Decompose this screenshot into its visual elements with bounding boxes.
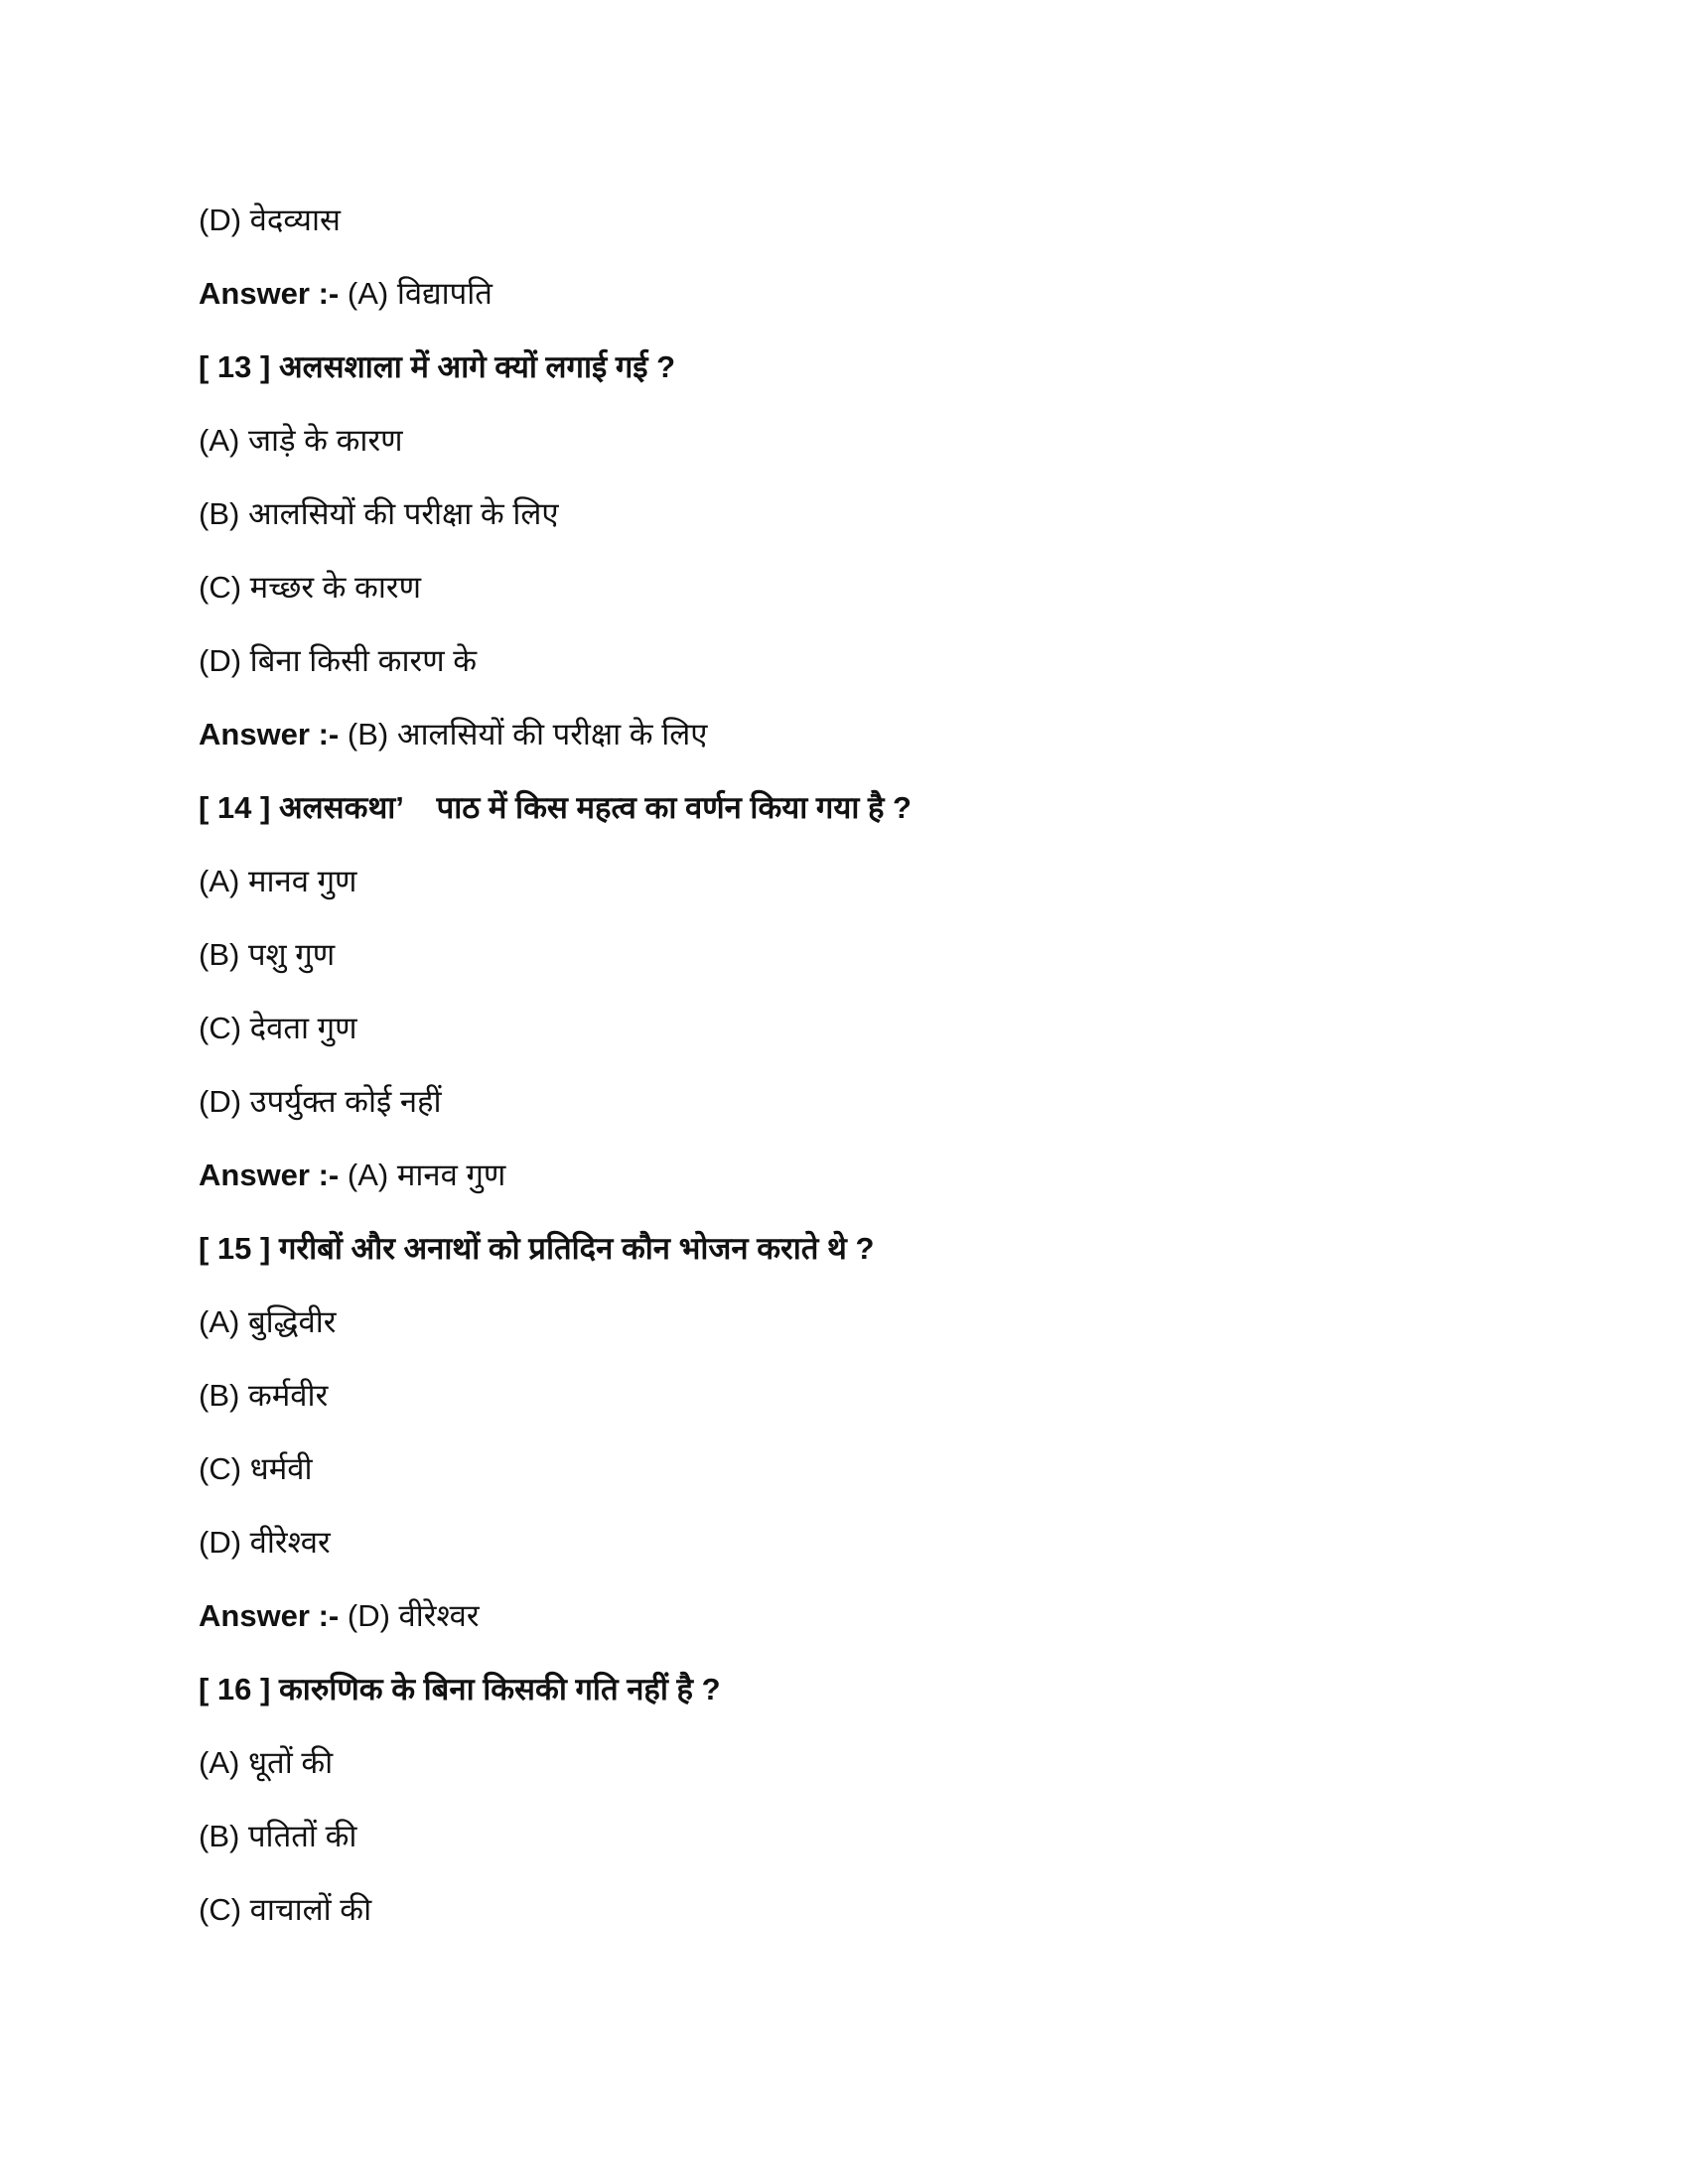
answer-label: Answer :-: [199, 276, 340, 311]
answer-label: Answer :-: [199, 1598, 340, 1633]
option-line: [199, 923, 1489, 997]
question-text: कारुणिक के बिना किसकी गति नहीं है ?: [278, 1672, 721, 1706]
question-number: [ 14 ]: [199, 790, 271, 825]
option-text: वाचालों की: [249, 1892, 372, 1927]
option-letter: (A): [199, 864, 240, 898]
answer-line: [199, 703, 1489, 776]
option-text: धर्मवी: [249, 1451, 313, 1486]
option-text: धूतों की: [247, 1745, 334, 1780]
option-text: पशु गुण: [247, 937, 336, 972]
option-text: उपर्युक्त कोई नहीं: [249, 1084, 442, 1119]
option-text: बिना किसी कारण के: [249, 643, 478, 678]
option-line: [199, 556, 1489, 629]
answer-label: Answer :-: [199, 717, 340, 751]
question-14: [199, 776, 1489, 850]
option-text: बुद्धिवीर: [247, 1304, 337, 1339]
answer-label: Answer :-: [199, 1158, 340, 1192]
option-line: [199, 997, 1489, 1070]
question-number: [ 15 ]: [199, 1231, 271, 1266]
option-letter: (A): [199, 423, 240, 458]
option-letter: (D): [199, 643, 242, 678]
option-line: [199, 1291, 1489, 1364]
answer-letter: (B): [347, 717, 389, 751]
option-text: देवता गुण: [249, 1011, 357, 1045]
option-letter: (B): [199, 937, 240, 972]
option-text: जाड़े के कारण: [247, 423, 403, 458]
option-letter: (B): [199, 496, 240, 531]
answer-text: वीरेश्वर: [398, 1598, 480, 1633]
option-letter: (A): [199, 1304, 240, 1339]
option-text: मच्छर के कारण: [249, 570, 421, 605]
answer-line: [199, 1144, 1489, 1217]
option-line: [199, 189, 1489, 262]
option-line: [199, 1364, 1489, 1437]
question-text: अलसकथा’ पाठ में किस महत्व का वर्णन किया गया है ?: [278, 790, 912, 825]
answer-letter: (A): [347, 1158, 389, 1192]
option-text: आलसियों की परीक्षा के लिए: [247, 496, 559, 531]
option-line: [199, 850, 1489, 923]
question-text: गरीबों और अनाथों को प्रतिदिन कौन भोजन कराते थे ?: [278, 1231, 875, 1266]
answer-letter: (D): [347, 1598, 390, 1633]
answer-text: आलसियों की परीक्षा के लिए: [396, 717, 708, 751]
option-letter: (B): [199, 1378, 240, 1413]
question-15: [199, 1217, 1489, 1291]
option-line: [199, 1805, 1489, 1878]
option-letter: (D): [199, 1084, 242, 1119]
answer-line: [199, 262, 1489, 336]
question-number: [ 13 ]: [199, 349, 271, 384]
quiz-content: [199, 189, 1489, 1952]
option-line: [199, 409, 1489, 482]
option-line: [199, 482, 1489, 556]
option-text: पतितों की: [247, 1819, 357, 1853]
option-line: [199, 1731, 1489, 1805]
option-line: [199, 1511, 1489, 1584]
option-letter: (C): [199, 1451, 242, 1486]
option-letter: (D): [199, 203, 242, 237]
answer-text: मानव गुण: [396, 1158, 506, 1192]
answer-letter: (A): [347, 276, 389, 311]
option-text: वीरेश्वर: [249, 1525, 331, 1560]
option-letter: (C): [199, 570, 242, 605]
option-line: [199, 629, 1489, 703]
option-line: [199, 1070, 1489, 1144]
option-text: कर्मवीर: [247, 1378, 329, 1413]
option-text: वेदव्यास: [249, 203, 341, 237]
option-line: [199, 1878, 1489, 1952]
answer-text: विद्यापति: [396, 276, 492, 311]
option-letter: (D): [199, 1525, 242, 1560]
option-letter: (C): [199, 1892, 242, 1927]
option-letter: (A): [199, 1745, 240, 1780]
option-letter: (C): [199, 1011, 242, 1045]
answer-line: [199, 1584, 1489, 1658]
question-13: [199, 336, 1489, 409]
question-number: [ 16 ]: [199, 1672, 271, 1706]
option-letter: (B): [199, 1819, 240, 1853]
question-text: अलसशाला में आगे क्यों लगाई गई ?: [278, 349, 676, 384]
option-text: मानव गुण: [247, 864, 357, 898]
question-16: [199, 1658, 1489, 1731]
option-line: [199, 1437, 1489, 1511]
